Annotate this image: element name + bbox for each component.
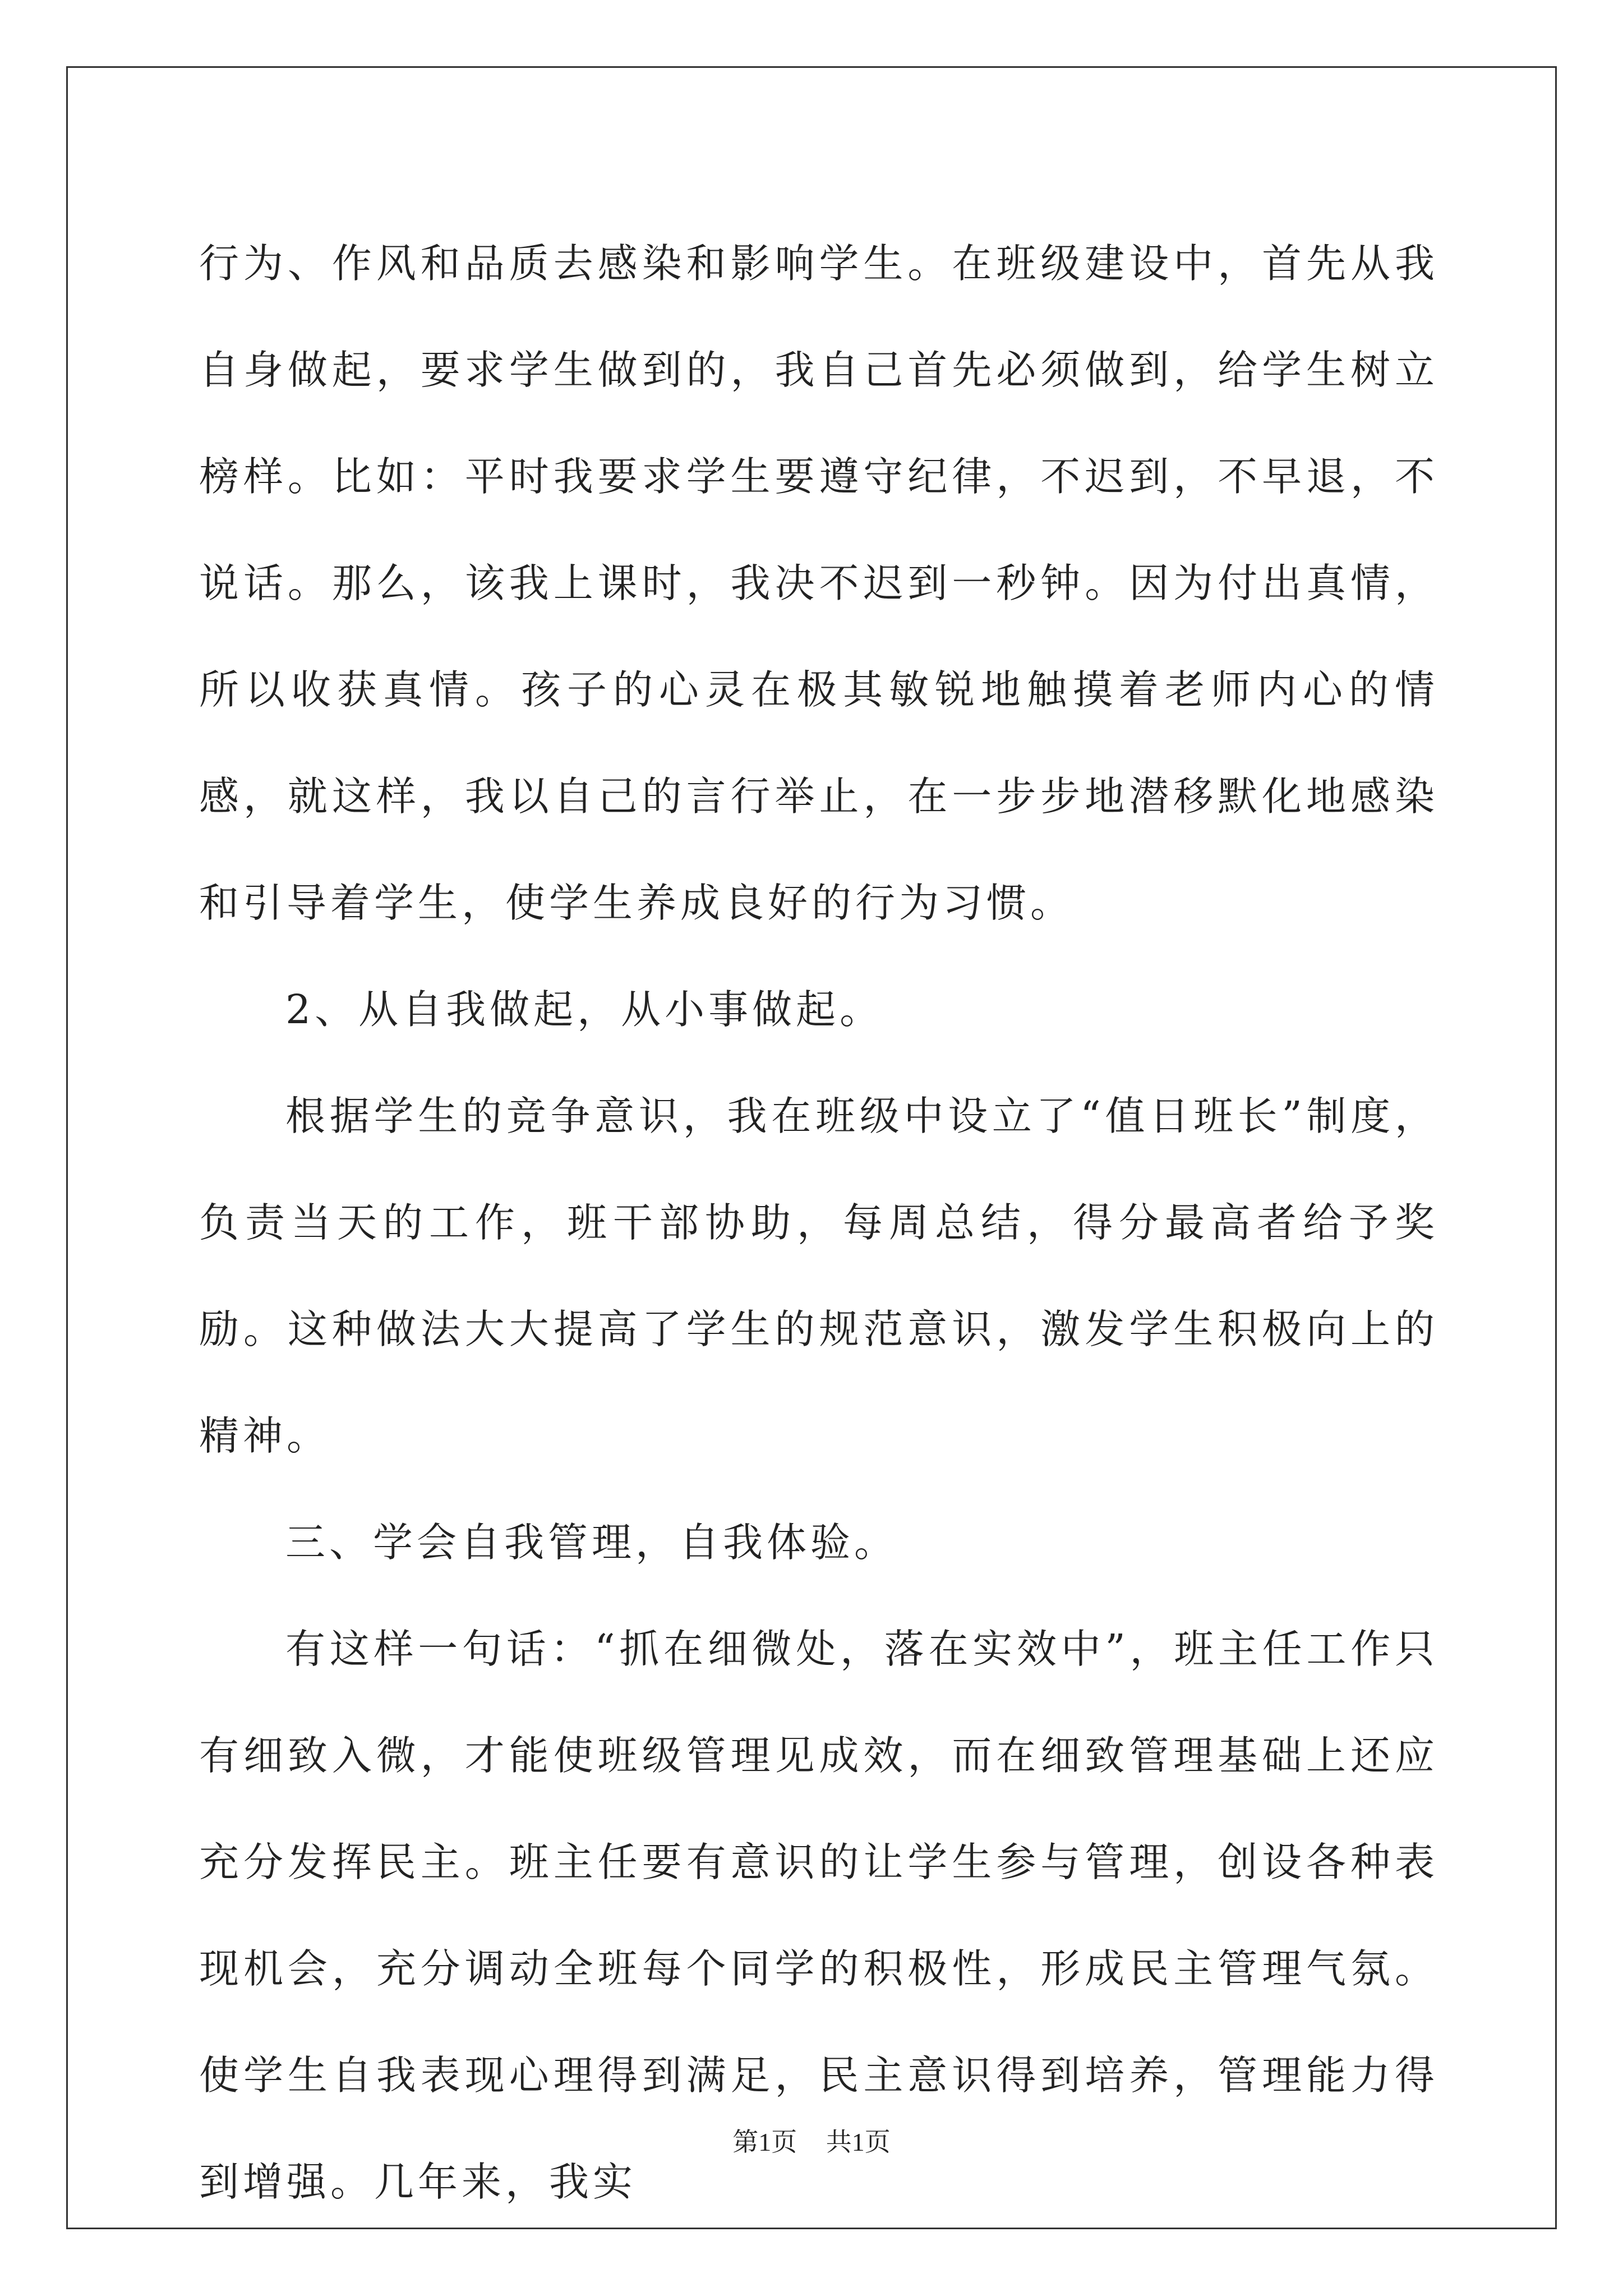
paragraph-5: 有这样一句话：“抓在细微处，落在实效中”，班主任工作只有细致入微，才能使班级管理见成效，而在细致管理基础上还应充分发挥民主。班主任要有意识的让学生参与管理，创设各种表现机会，充分调动全班每个同学的积极性，形成民主管理气氛。使学生自我表现心理得到满足，民主意识得到培养，管理能力得到增强。几年来，我实 xyxy=(199,1626,1438,2205)
paragraph-4: 三、学会自我管理，自我体验。 xyxy=(285,1519,898,1566)
paragraph-1: 行为、作风和品质去感染和影响学生。在班级建设中，首先从我自身做起，要求学生做到的，我自己首先必须做到，给学生树立榜样。比如：平时我要求学生要遵守纪律，不迟到，不早退，不说话。那么，该我上课时，我决不迟到一秒钟。因为付出真情，所以收获真情。孩子的心灵在极其敏锐地触摸着老师内心的情感，就这样，我以自己的言行举止，在一步步地潜移默化地感染和引导着学生，使学生养成良好的行为习惯。 xyxy=(199,240,1438,926)
paragraph-3: 根据学生的竞争意识，我在班级中设立了“值日班长”制度，负责当天的工作，班干部协助，每周总结，得分最高者给予奖励。这种做法大大提高了学生的规范意识，激发学生积极向上的精神。 xyxy=(199,1093,1438,1459)
page-number: 第1页 xyxy=(732,2128,797,2156)
document-body xyxy=(199,210,1438,2235)
page-footer xyxy=(0,2122,1623,2159)
page-total: 共1页 xyxy=(826,2128,891,2156)
paragraph-2: 2、从自我做起，从小事做起。 xyxy=(285,986,884,1033)
